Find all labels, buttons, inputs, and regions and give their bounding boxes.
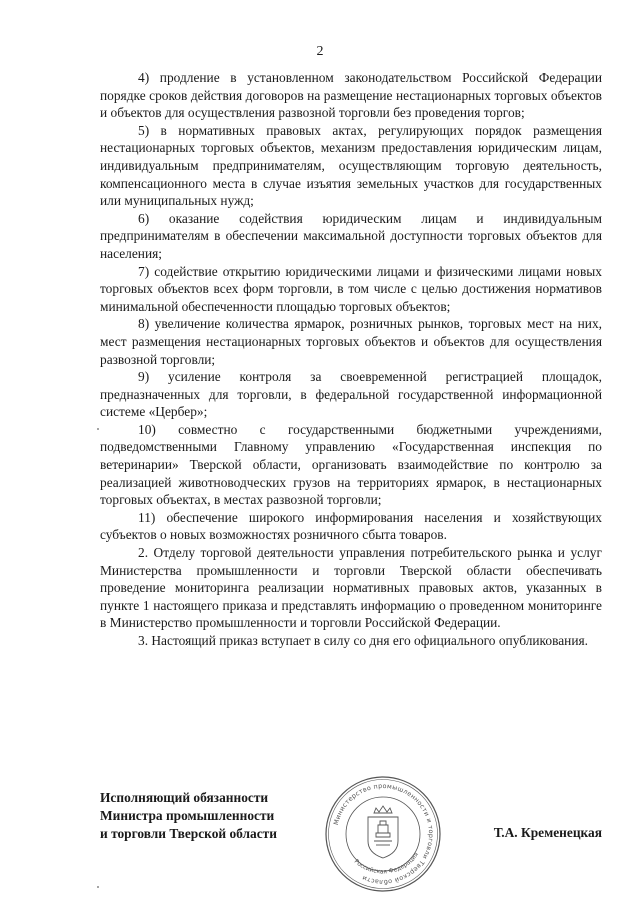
signatory-title <box>100 789 320 842</box>
signatory-name: Т.А. Кременецкая <box>493 825 602 840</box>
signature-block <box>100 775 602 885</box>
document-body <box>100 69 602 650</box>
paragraph-clause-2: 2. Отделу торговой деятельности управления потребительского рынка и услуг Министерства промышленности и торговли Тверской области обеспечивать проведение мониторинга реализации нормативных правовых актов, указанных в пункте 1 настоящего приказа и представлять информацию о проведенном мониторинге в Министерство промышленности и торговли Российской Федерации. <box>100 545 602 631</box>
page-number: 2 <box>316 44 324 59</box>
paragraph-item-5: 5) в нормативных правовых актах, регулирующих порядок размещения нестационарных торговых объектов, механизм предоставления юридическим лицам, индивидуальным предпринимателям, осуществляющим торговую деятельность, компенсационного места в случае изъятия земельных участков для государственных или муниципальных нужд; <box>100 122 602 209</box>
scan-speck <box>97 886 99 888</box>
signatory-title-line: Исполняющий обязанности <box>100 790 269 805</box>
paragraph-item-8: 8) увеличение количества ярмарок, розничных рынков, торговых мест на них, мест размещения нестационарных торговых объектов и объектов для осуществления развозной торговли; <box>100 316 602 367</box>
seal-bottom-text: Российская Федерация <box>352 851 421 876</box>
paragraph-item-11: 11) обеспечение широкого информирования населения и хозяйствующих субъектов о новых возможностях розничного сбыта товаров. <box>100 509 602 543</box>
signatory-title-line: Министра промышленности <box>100 807 275 823</box>
seal-text: Министерство промышленности и торговли Тверской области <box>331 781 436 887</box>
paragraph-item-10: 10) совместно с государственными бюджетными учреждениями, подведомственными Главному управлению «Государственная инспекция по ветеринарии» Тверской области, организовать взаимодействие по контролю за реализацией животноводческих грузов на территориях ярмарок, в нестационарных торговых объектах, в местах развозной торговли; <box>100 421 602 508</box>
coat-of-arms-icon <box>368 806 398 858</box>
scan-speck <box>97 428 99 430</box>
paragraph-item-7: 7) содействие открытию юридическими лицами и физическими лицами новых торговых объектов всех форм торговли, в том числе с целью достижения нормативов минимальной обеспеченности площадью торговых объектов; <box>100 263 602 314</box>
paragraph-clause-3: 3. Настоящий приказ вступает в силу со дня его официального опубликования. <box>138 633 588 648</box>
signatory-title-line: и торговли Тверской области <box>100 825 277 841</box>
paragraph-item-9: 9) усиление контроля за своевременной регистрацией площадок, предназначенных для торговли, в федеральной государственной информационной системе «Цербер»; <box>100 369 602 420</box>
paragraph-item-4: 4) продление в установленном законодательством Российской Федерации порядке сроков действия договоров на размещение нестационарных торговых объектов и объектов для осуществления развозной торговли без проведения торгов; <box>100 70 602 121</box>
official-seal <box>324 775 442 893</box>
paragraph-item-6: 6) оказание содействия юридическим лицам и индивидуальным предпринимателям в обеспечении максимальной доступности торговых объектов для населения; <box>100 210 602 261</box>
